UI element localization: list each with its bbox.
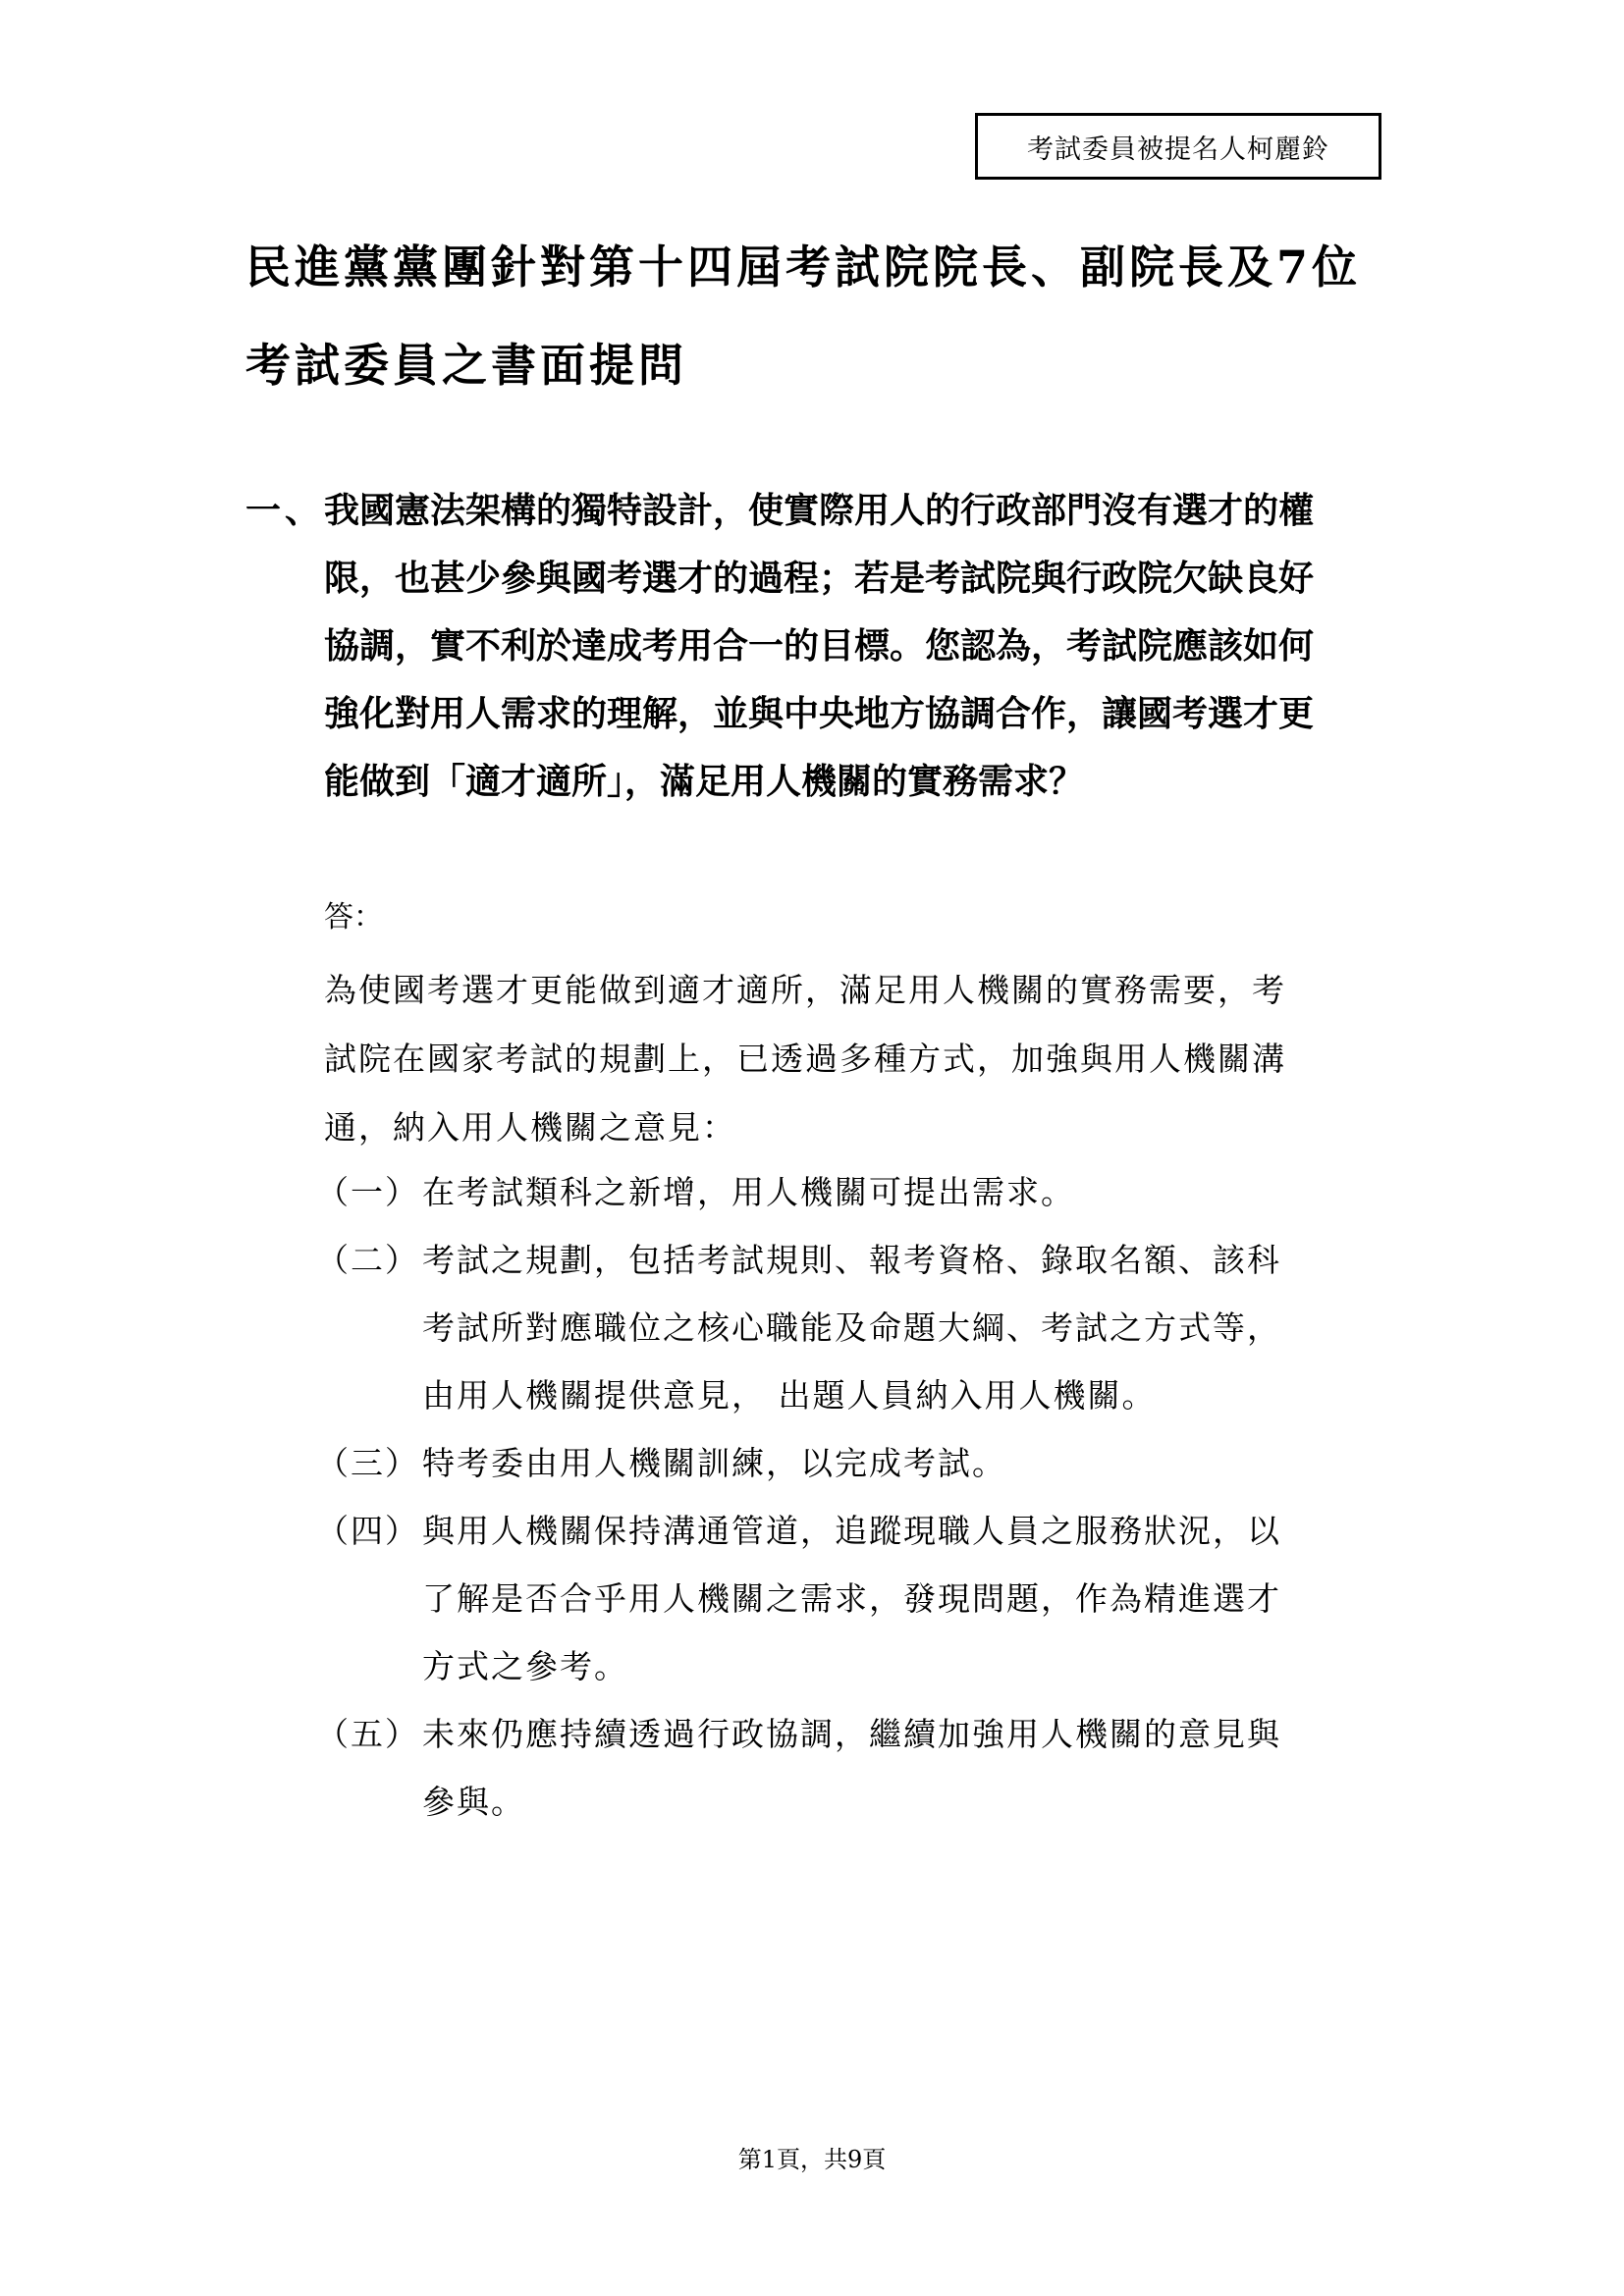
answer-item-line: 在考試類科之新增，用人機關可提出需求。 bbox=[422, 1173, 1075, 1211]
question-marker: 一、 bbox=[245, 490, 325, 531]
answer-item bbox=[316, 1158, 1386, 1226]
answer-item-line: 了解是否合乎用人機關之需求，發現問題，作為精進選才 bbox=[422, 1579, 1281, 1618]
question-block bbox=[245, 477, 1384, 816]
title-line: 民進黨黨團針對第十四屆考試院院長、副院長及7位 bbox=[245, 240, 1362, 294]
answer-item-number: （二） bbox=[316, 1241, 419, 1279]
answer-item-line: 方式之參考。 bbox=[422, 1647, 628, 1685]
answer-intro-line: 通，納入用人機關之意見： bbox=[324, 1108, 736, 1147]
page-number-footer: 第1頁，共9頁 bbox=[737, 2146, 887, 2173]
answer-label: 答： bbox=[324, 900, 383, 934]
answer-intro-line: 試院在國家考試的規劃上，已透過多種方式，加強與用人機關溝 bbox=[324, 1040, 1286, 1078]
question-line: 協調，實不利於達成考用合一的目標。您認為，考試院應該如何 bbox=[324, 625, 1315, 667]
answer-item-number: （一） bbox=[316, 1173, 419, 1211]
answer-item-line: 參與。 bbox=[422, 1783, 525, 1821]
answer-item bbox=[316, 1497, 1386, 1700]
nominee-tag-text: 考試委員被提名人柯麗鈴 bbox=[1027, 133, 1329, 165]
answer-item-line: 未來仍應持續透過行政協調，繼續加強用人機關的意見與 bbox=[422, 1715, 1281, 1753]
answer-item-line: 考試所對應職位之核心職能及命題大綱、考試之方式等， bbox=[422, 1308, 1281, 1347]
answer-item bbox=[316, 1429, 1386, 1497]
answer-item-line: 與用人機關保持溝通管道，追蹤現職人員之服務狀況，以 bbox=[422, 1512, 1281, 1550]
answer-intro bbox=[324, 956, 1384, 1162]
answer-item-line: 特考委由用人機關訓練，以完成考試。 bbox=[422, 1444, 1006, 1482]
answer-item-number: （五） bbox=[316, 1715, 419, 1753]
nominee-tag-box bbox=[975, 113, 1381, 180]
title-line: 考試委員之書面提問 bbox=[245, 339, 687, 392]
question-line: 我國憲法架構的獨特設計，使實際用人的行政部門沒有選才的權 bbox=[324, 490, 1315, 531]
question-line: 能做到「適才適所」，滿足用人機關的實務需求？ bbox=[324, 761, 1085, 802]
answer-item-list bbox=[316, 1158, 1386, 1836]
answer-item-line: 考試之規劃，包括考試規則、報考資格、錄取名額、該科 bbox=[422, 1241, 1281, 1279]
answer-item-number: （三） bbox=[316, 1444, 419, 1482]
answer-item bbox=[316, 1226, 1386, 1429]
question-line: 強化對用人需求的理解，並與中央地方協調合作，讓國考選才更 bbox=[324, 693, 1315, 734]
answer-item-line: 由用人機關提供意見， 出題人員納入用人機關。 bbox=[422, 1376, 1157, 1415]
answer-intro-line: 為使國考選才更能做到適才適所，滿足用人機關的實務需要，考 bbox=[324, 971, 1286, 1009]
answer-item-number: （四） bbox=[316, 1512, 419, 1550]
question-line: 限，也甚少參與國考選才的過程；若是考試院與行政院欠缺良好 bbox=[324, 558, 1315, 599]
answer-item bbox=[316, 1700, 1386, 1836]
document-title bbox=[245, 218, 1384, 414]
